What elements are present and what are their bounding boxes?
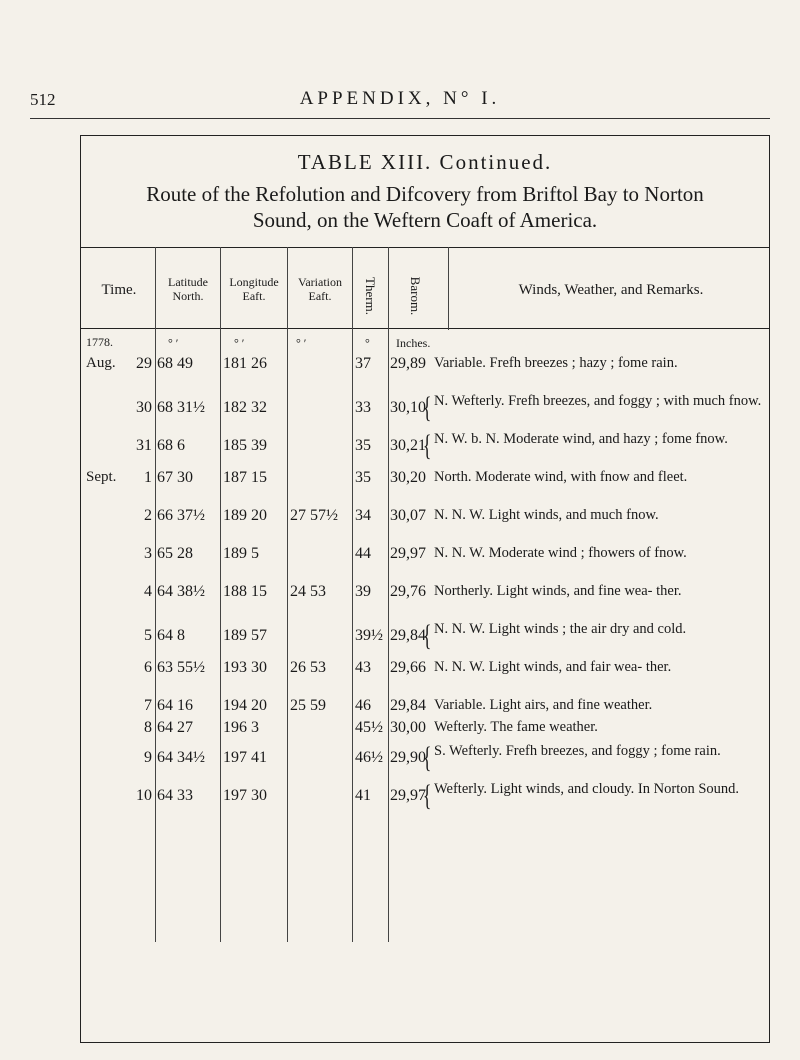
row-remarks xyxy=(420,355,770,372)
row-day: 8 xyxy=(144,719,152,736)
row-therm: 46 xyxy=(355,697,371,714)
row-latitude: 65 28 xyxy=(157,545,193,562)
row-remarks xyxy=(420,545,770,562)
row-variation: 26 53 xyxy=(290,659,326,676)
row-latitude: 68 6 xyxy=(157,437,185,454)
row-latitude: 68 31½ xyxy=(157,399,205,416)
row-latitude: 66 37½ xyxy=(157,507,205,524)
col-divider xyxy=(220,247,221,942)
row-remarks-text: N. N. W. Moderate wind ; fhowers of fnow. xyxy=(434,545,687,561)
row-latitude: 64 8 xyxy=(157,627,185,644)
row-therm: 46½ xyxy=(355,749,383,766)
row-barom: 30,10 xyxy=(390,399,426,416)
col-header-variation: Variation Eaft. xyxy=(298,275,342,303)
col-header-remarks: Winds, Weather, and Remarks. xyxy=(518,282,704,298)
row-barom: 30,21 xyxy=(390,437,426,454)
running-head: APPENDIX, N° I. xyxy=(299,88,501,109)
row-remarks-text: Wefterly. The fame weather. xyxy=(434,719,598,735)
row-barom: 29,84 xyxy=(390,697,426,714)
row-longitude: 189 20 xyxy=(223,507,267,524)
row-therm: 41 xyxy=(355,787,371,804)
row-remarks-text: N. N. W. Light winds ; the air dry and cold. xyxy=(434,621,687,637)
lat-unit: ° ′ xyxy=(168,336,179,350)
row-therm: 44 xyxy=(355,545,371,562)
row-therm: 39½ xyxy=(355,627,383,644)
col-header-time: Time. xyxy=(101,282,137,298)
row-day: 3 xyxy=(144,545,152,562)
col-divider xyxy=(388,247,389,942)
row-therm: 37 xyxy=(355,355,371,372)
row-remarks-text: North. Moderate wind, with fnow and fleet. xyxy=(434,469,688,485)
row-remarks-text: S. Wefterly. Frefh breezes, and foggy ; fome rain. xyxy=(434,743,721,759)
row-month: Sept. xyxy=(86,469,117,485)
row-longitude: 181 26 xyxy=(223,355,267,372)
row-barom: 29,76 xyxy=(390,583,426,600)
row-month: Aug. xyxy=(86,355,116,371)
row-variation: 25 59 xyxy=(290,697,326,714)
brace-glyph: { xyxy=(422,619,432,652)
row-remarks xyxy=(420,469,770,486)
row-longitude: 189 57 xyxy=(223,627,267,644)
header-bottom-rule xyxy=(80,328,770,329)
row-longitude: 185 39 xyxy=(223,437,267,454)
header-top-rule xyxy=(80,247,770,248)
row-longitude: 187 15 xyxy=(223,469,267,486)
row-remarks xyxy=(420,391,770,424)
row-therm: 39 xyxy=(355,583,371,600)
row-day: 1 xyxy=(144,469,152,486)
brace-glyph: { xyxy=(422,429,432,462)
row-barom: 29,66 xyxy=(390,659,426,676)
barom-unit: Inches. xyxy=(396,336,431,350)
row-longitude: 193 30 xyxy=(223,659,267,676)
brace-glyph: { xyxy=(422,741,432,774)
row-barom: 29,84 xyxy=(390,627,426,644)
row-remarks xyxy=(420,719,770,736)
row-latitude: 64 27 xyxy=(157,719,193,736)
row-longitude: 196 3 xyxy=(223,719,259,736)
row-latitude: 68 49 xyxy=(157,355,193,372)
row-barom: 30,20 xyxy=(390,469,426,486)
row-longitude: 189 5 xyxy=(223,545,259,562)
header-rule xyxy=(30,118,770,119)
row-day: 9 xyxy=(144,749,152,766)
row-barom: 30,00 xyxy=(390,719,426,736)
row-latitude: 63 55½ xyxy=(157,659,205,676)
col-divider xyxy=(287,247,288,942)
col-divider xyxy=(352,247,353,942)
row-longitude: 194 20 xyxy=(223,697,267,714)
row-day: 5 xyxy=(144,627,152,644)
row-longitude: 182 32 xyxy=(223,399,267,416)
row-remarks-text: N. W. b. N. Moderate wind, and hazy ; fome fnow. xyxy=(434,431,728,447)
row-day: 6 xyxy=(144,659,152,676)
row-variation: 24 53 xyxy=(290,583,326,600)
col-divider xyxy=(448,247,449,330)
year-label: 1778. xyxy=(86,335,113,349)
row-latitude: 64 38½ xyxy=(157,583,205,600)
row-barom: 29,97 xyxy=(390,545,426,562)
row-remarks-text: Variable. Frefh breezes ; hazy ; fome rain. xyxy=(434,355,678,371)
row-remarks xyxy=(420,741,770,774)
row-remarks xyxy=(420,659,770,676)
row-latitude: 64 33 xyxy=(157,787,193,804)
row-day: 2 xyxy=(144,507,152,524)
row-variation: 27 57½ xyxy=(290,507,338,524)
row-longitude: 197 41 xyxy=(223,749,267,766)
row-remarks-text: Northerly. Light winds, and fine wea- ther. xyxy=(434,583,682,599)
row-latitude: 64 16 xyxy=(157,697,193,714)
col-divider xyxy=(155,247,156,942)
page-number: 512 xyxy=(30,90,56,109)
row-day: 10 xyxy=(136,787,152,804)
row-remarks-text: Wefterly. Light winds, and cloudy. In Norton Sound. xyxy=(434,781,740,797)
row-barom: 29,90 xyxy=(390,749,426,766)
row-therm: 35 xyxy=(355,437,371,454)
row-therm: 43 xyxy=(355,659,371,676)
row-latitude: 64 34½ xyxy=(157,749,205,766)
row-therm: 33 xyxy=(355,399,371,416)
col-header-therm: Therm. xyxy=(363,277,378,315)
row-remarks xyxy=(420,619,770,652)
table-title: TABLE XIII. Continued. xyxy=(297,150,553,174)
row-day: 4 xyxy=(144,583,152,600)
lon-unit: ° ′ xyxy=(234,336,245,350)
row-therm: 45½ xyxy=(355,719,383,736)
row-barom: 29,97 xyxy=(390,787,426,804)
page-header xyxy=(30,90,770,120)
row-day: 31 xyxy=(136,437,152,454)
route-title-line-2: Sound, on the Weftern Coaft of America. xyxy=(252,208,598,232)
row-day: 30 xyxy=(136,399,152,416)
row-remarks-text: N. Wefterly. Frefh breezes, and foggy ; with much fnow. xyxy=(434,393,762,409)
row-longitude: 197 30 xyxy=(223,787,267,804)
row-therm: 34 xyxy=(355,507,371,524)
row-remarks xyxy=(420,779,770,812)
row-remarks-text: Variable. Light airs, and fine weather. xyxy=(434,697,653,713)
row-day: 7 xyxy=(144,697,152,714)
row-therm: 35 xyxy=(355,469,371,486)
row-latitude: 67 30 xyxy=(157,469,193,486)
therm-unit: ° xyxy=(365,336,370,350)
col-header-longitude: Longitude Eaft. xyxy=(229,275,279,303)
row-barom: 29,89 xyxy=(390,355,426,372)
col-header-latitude: Latitude North. xyxy=(168,275,208,303)
row-day: 29 xyxy=(136,355,152,372)
row-barom: 30,07 xyxy=(390,507,426,524)
brace-glyph: { xyxy=(422,779,432,812)
row-remarks-text: N. N. W. Light winds, and much fnow. xyxy=(434,507,659,523)
row-remarks xyxy=(420,429,770,462)
col-header-barom: Barom. xyxy=(408,276,423,316)
row-remarks-text: N. N. W. Light winds, and fair wea- ther. xyxy=(434,659,672,675)
row-remarks xyxy=(420,583,770,600)
route-title-line-1: Route of the Refolution and Difcovery from Briftol Bay to Norton xyxy=(146,182,704,206)
brace-glyph: { xyxy=(422,391,432,424)
row-remarks xyxy=(420,507,770,524)
var-unit: ° ′ xyxy=(296,336,307,350)
row-longitude: 188 15 xyxy=(223,583,267,600)
row-remarks xyxy=(420,697,770,714)
